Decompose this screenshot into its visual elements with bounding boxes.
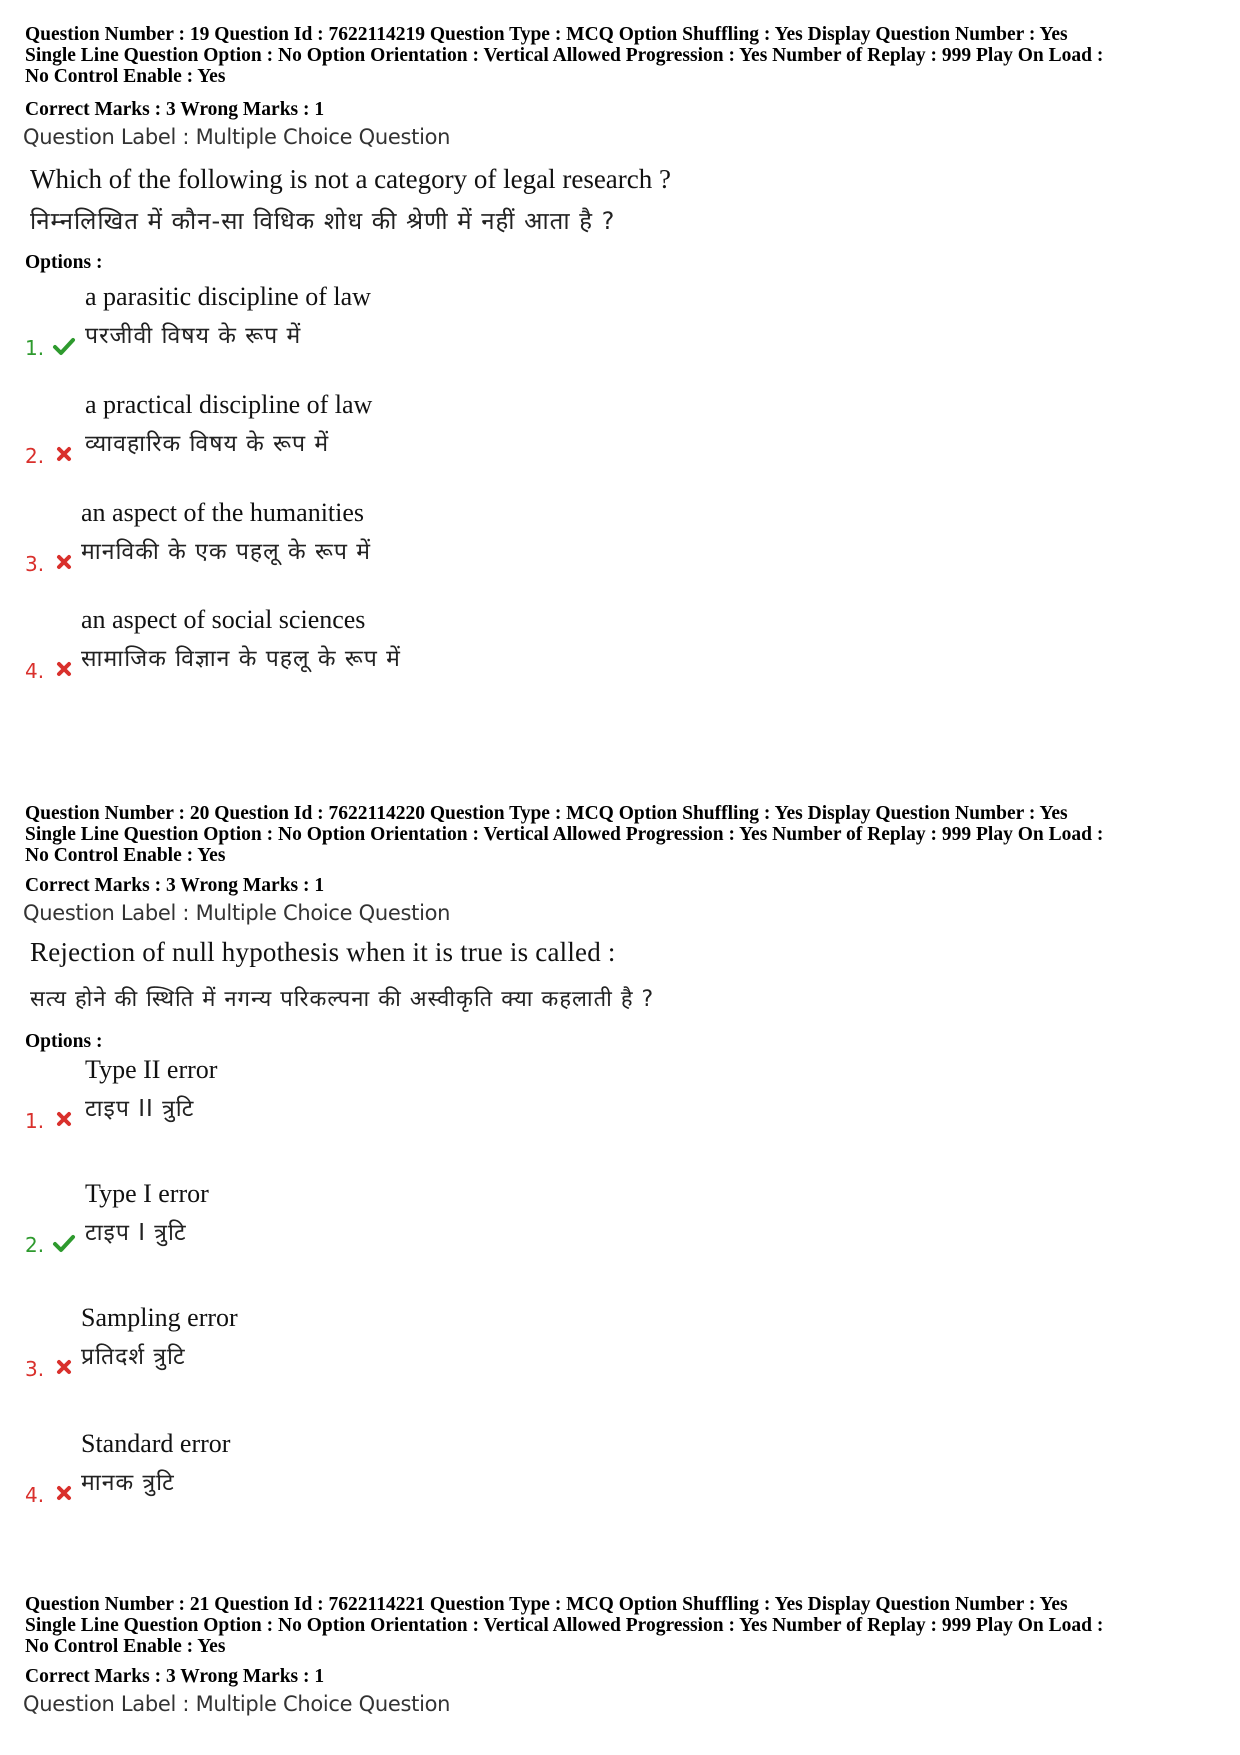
option-text-hindi: व्यावहारिक विषय के रूप में: [85, 431, 330, 457]
option-text-english: Sampling error: [81, 1303, 238, 1332]
cross-icon: [52, 1107, 76, 1131]
option-text-hindi: टाइप I त्रुटि: [85, 1220, 187, 1246]
option-4: [25, 605, 725, 705]
question-block-19: [25, 24, 1220, 724]
question-label: Question Label : Multiple Choice Question: [23, 1692, 451, 1716]
cross-icon: [52, 550, 76, 574]
option-number: 2.: [25, 1233, 45, 1257]
question-meta-line-3: No Control Enable : Yes: [25, 845, 226, 866]
question-meta-line-1: Question Number : 20 Question Id : 7622114220 Question Type : MCQ Option Shuffling : Yes Display Question Number : Yes: [25, 803, 1068, 824]
question-label: Question Label : Multiple Choice Question: [23, 125, 451, 149]
question-meta-line-2: Single Line Question Option : No Option Orientation : Vertical Allowed Progression : Yes Number of Replay : 999 Play On Load :: [25, 45, 1104, 66]
question-text-hindi: निम्नलिखित में कौन-सा विधिक शोध की श्रेणी में नहीं आता है ?: [30, 207, 616, 235]
cross-icon: [52, 1481, 76, 1505]
question-meta-line-1: Question Number : 19 Question Id : 7622114219 Question Type : MCQ Option Shuffling : Yes Display Question Number : Yes: [25, 24, 1068, 45]
question-text-english: Which of the following is not a category of legal research ?: [30, 164, 671, 194]
question-meta-line-3: No Control Enable : Yes: [25, 66, 226, 87]
option-4: [25, 1429, 725, 1529]
options-label: Options :: [25, 252, 103, 273]
question-block-21: [25, 1594, 1220, 1744]
option-text-english: Standard error: [81, 1429, 231, 1458]
question-meta-line-2: Single Line Question Option : No Option Orientation : Vertical Allowed Progression : Yes Number of Replay : 999 Play On Load :: [25, 824, 1104, 845]
option-text-hindi: प्रतिदर्श त्रुटि: [81, 1344, 186, 1370]
option-2: [25, 1179, 725, 1279]
cross-icon: [52, 1355, 76, 1379]
option-text-english: a parasitic discipline of law: [85, 282, 371, 311]
check-icon: [52, 334, 76, 358]
cross-icon: [52, 442, 76, 466]
option-text-hindi: मानक त्रुटि: [81, 1470, 175, 1496]
option-text-english: an aspect of social sciences: [81, 605, 366, 634]
option-text-hindi: परजीवी विषय के रूप में: [85, 323, 302, 349]
question-text-english: Rejection of null hypothesis when it is true is called :: [30, 937, 616, 967]
option-1: [25, 282, 725, 382]
question-label: Question Label : Multiple Choice Question: [23, 901, 451, 925]
option-text-hindi: मानविकी के एक पहलू के रूप में: [81, 539, 371, 565]
option-number: 3.: [25, 1357, 45, 1381]
question-marks: Correct Marks : 3 Wrong Marks : 1: [25, 99, 325, 120]
option-number: 4.: [25, 659, 45, 683]
option-text-english: Type I error: [85, 1179, 209, 1208]
question-meta-line-1: Question Number : 21 Question Id : 7622114221 Question Type : MCQ Option Shuffling : Yes Display Question Number : Yes: [25, 1594, 1068, 1615]
option-text-hindi: सामाजिक विज्ञान के पहलू के रूप में: [81, 646, 401, 672]
question-block-20: [23, 803, 1220, 1507]
question-marks: Correct Marks : 3 Wrong Marks : 1: [25, 1666, 325, 1687]
question-meta-line-2: Single Line Question Option : No Option Orientation : Vertical Allowed Progression : Yes Number of Replay : 999 Play On Load :: [25, 1615, 1104, 1636]
option-1: [25, 1055, 725, 1155]
question-marks: Correct Marks : 3 Wrong Marks : 1: [25, 875, 325, 896]
options-label: Options :: [25, 1031, 103, 1052]
option-3: [25, 1303, 725, 1403]
question-meta-line-3: No Control Enable : Yes: [25, 1636, 226, 1657]
option-number: 2.: [25, 444, 45, 468]
option-text-hindi: टाइप II त्रुटि: [85, 1096, 195, 1122]
cross-icon: [52, 657, 76, 681]
option-3: [25, 498, 725, 598]
option-number: 3.: [25, 552, 45, 576]
question-text-hindi: सत्य होने की स्थिति में नगन्य परिकल्पना की अस्वीकृति क्या कहलाती है ?: [30, 987, 655, 1012]
option-text-english: an aspect of the humanities: [81, 498, 365, 527]
option-text-english: Type II error: [85, 1055, 218, 1084]
check-icon: [52, 1231, 76, 1255]
option-number: 1.: [25, 1109, 45, 1133]
option-text-english: a practical discipline of law: [85, 390, 373, 419]
option-number: 1.: [25, 336, 45, 360]
option-2: [25, 390, 725, 490]
option-number: 4.: [25, 1483, 45, 1507]
